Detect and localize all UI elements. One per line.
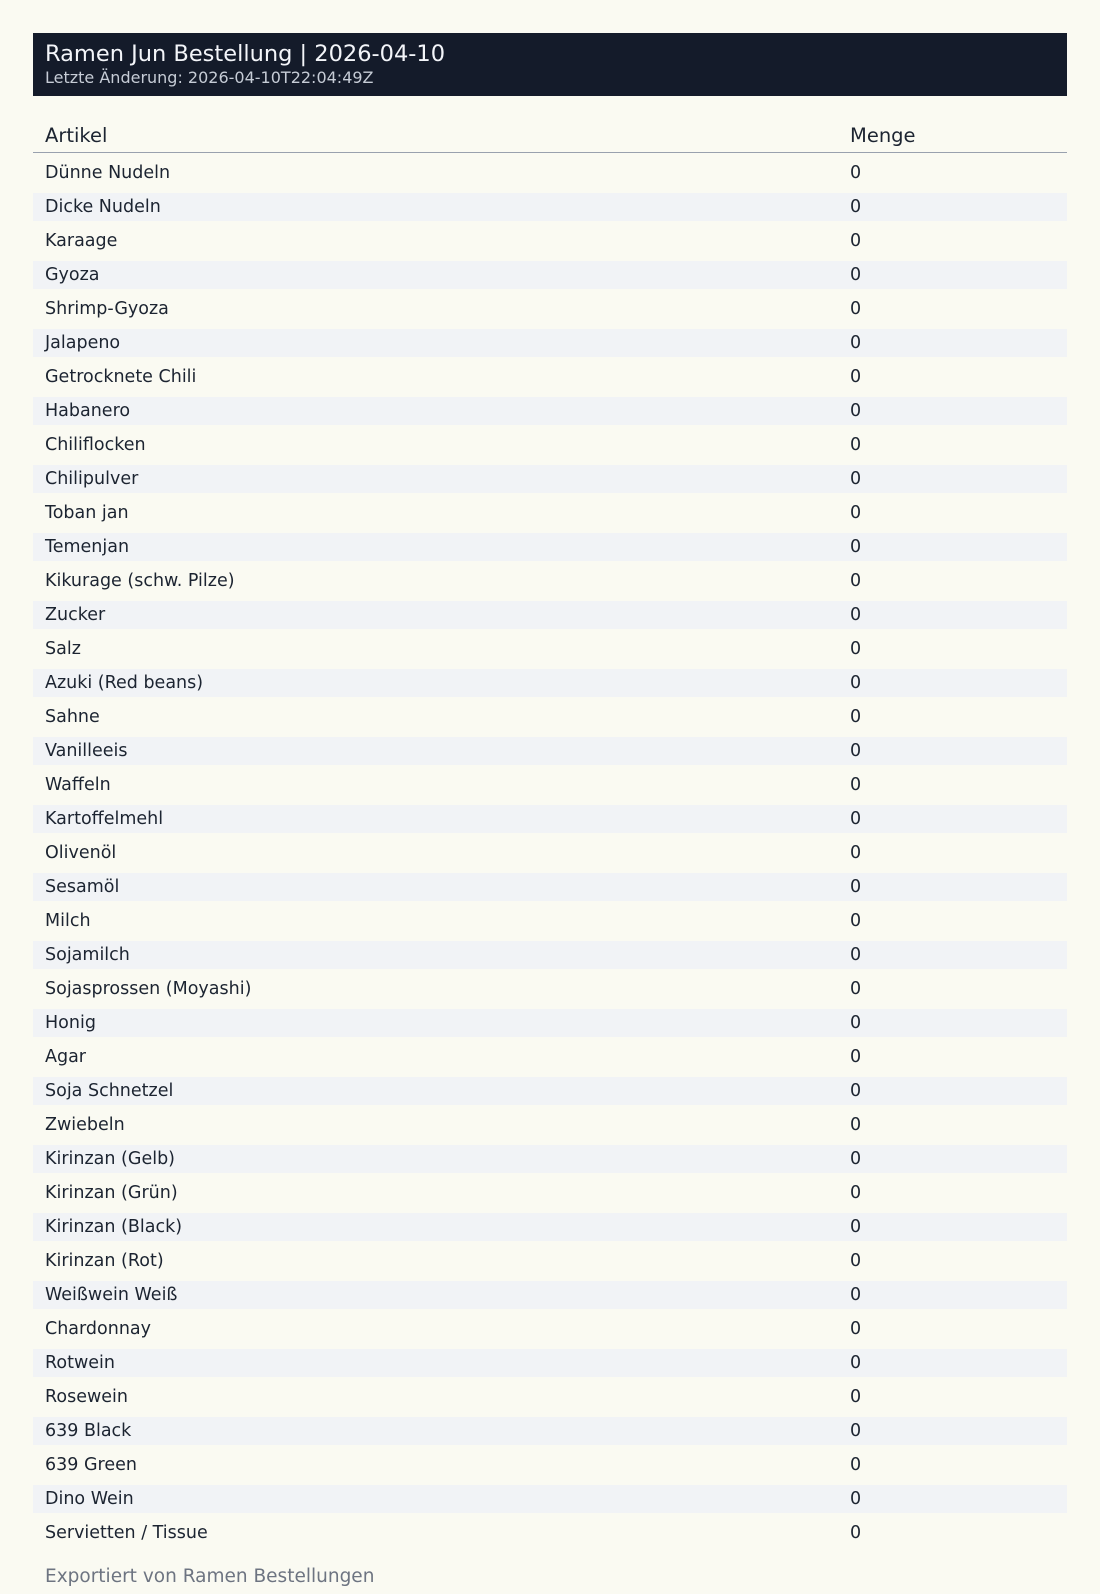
table-row — [33, 839, 1067, 867]
item-quantity-cell: 0 — [850, 163, 862, 183]
table-row — [33, 601, 1067, 629]
item-quantity-cell: 0 — [838, 1349, 1067, 1377]
item-name-cell: Weißwein Weiß — [33, 1281, 838, 1309]
table-row — [33, 1077, 1067, 1105]
item-name-cell: Vanilleeis — [33, 737, 838, 765]
item-name-cell: Temenjan — [33, 533, 838, 561]
table-row — [33, 737, 1067, 765]
item-quantity-cell: 0 — [838, 737, 1067, 765]
table-row — [33, 1213, 1067, 1241]
item-quantity-cell: 0 — [838, 261, 1067, 289]
item-name-cell: Chiliflocken — [45, 435, 146, 455]
table-row — [33, 397, 1067, 425]
item-name-cell: Gyoza — [33, 261, 838, 289]
table-row — [33, 567, 1067, 595]
report-title: Ramen Jun Bestellung | 2026-04-10 — [45, 41, 446, 67]
item-quantity-cell: 0 — [850, 299, 862, 319]
item-quantity-cell: 0 — [850, 1455, 862, 1475]
item-name-cell: Kirinzan (Rot) — [45, 1251, 164, 1271]
item-quantity-cell: 0 — [838, 1077, 1067, 1105]
item-name-cell: Dino Wein — [33, 1485, 838, 1513]
last-modified-timestamp: Letzte Änderung: 2026-04-10T22:04:49Z — [45, 68, 374, 87]
table-row — [33, 873, 1067, 901]
table-row — [33, 703, 1067, 731]
item-name-cell: Milch — [45, 911, 91, 931]
item-quantity-cell: 0 — [850, 1115, 862, 1135]
item-name-cell: Kartoffelmehl — [33, 805, 838, 833]
report-header-bar — [33, 33, 1067, 96]
item-quantity-cell: 0 — [838, 873, 1067, 901]
item-name-cell: Kirinzan (Gelb) — [33, 1145, 838, 1173]
table-row — [33, 941, 1067, 969]
item-name-cell: Zwiebeln — [45, 1115, 125, 1135]
item-quantity-cell: 0 — [838, 193, 1067, 221]
item-quantity-cell: 0 — [838, 1145, 1067, 1173]
item-name-cell: Salz — [45, 639, 81, 659]
table-row — [33, 499, 1067, 527]
table-row — [33, 261, 1067, 289]
item-quantity-cell: 0 — [838, 465, 1067, 493]
item-quantity-cell: 0 — [850, 367, 862, 387]
table-row — [33, 1247, 1067, 1275]
table-row — [33, 159, 1067, 187]
item-name-cell: Honig — [33, 1009, 838, 1037]
item-quantity-cell: 0 — [838, 533, 1067, 561]
item-quantity-cell: 0 — [850, 1047, 862, 1067]
item-quantity-cell: 0 — [850, 571, 862, 591]
item-quantity-cell: 0 — [850, 435, 862, 455]
column-header-menge: Menge — [838, 122, 1067, 153]
table-body — [33, 159, 1067, 1547]
item-name-cell: Rosewein — [45, 1387, 128, 1407]
item-quantity-cell: 0 — [850, 503, 862, 523]
item-name-cell: Karaage — [45, 231, 118, 251]
item-name-cell: 639 Green — [45, 1455, 137, 1475]
table-row — [33, 975, 1067, 1003]
item-name-cell: Habanero — [33, 397, 838, 425]
item-name-cell: Kirinzan (Grün) — [45, 1183, 178, 1203]
table-row — [33, 1145, 1067, 1173]
item-name-cell: Dicke Nudeln — [33, 193, 838, 221]
table-row — [33, 295, 1067, 323]
item-quantity-cell: 0 — [850, 1319, 862, 1339]
item-name-cell: Servietten / Tissue — [45, 1523, 208, 1543]
table-row — [33, 1519, 1067, 1547]
item-quantity-cell: 0 — [850, 639, 862, 659]
item-quantity-cell: 0 — [850, 775, 862, 795]
item-name-cell: Waffeln — [45, 775, 111, 795]
table-row — [33, 907, 1067, 935]
item-name-cell: Chardonnay — [45, 1319, 151, 1339]
table-row — [33, 329, 1067, 357]
table-row — [33, 669, 1067, 697]
item-quantity-cell: 0 — [850, 231, 862, 251]
item-quantity-cell: 0 — [850, 1523, 862, 1543]
item-quantity-cell: 0 — [850, 979, 862, 999]
table-row — [33, 363, 1067, 391]
item-name-cell: Agar — [45, 1047, 86, 1067]
table-row — [33, 771, 1067, 799]
item-name-cell: Kikurage (schw. Pilze) — [45, 571, 235, 591]
table-row — [33, 465, 1067, 493]
item-quantity-cell: 0 — [850, 707, 862, 727]
table-row — [33, 431, 1067, 459]
table-row — [33, 1315, 1067, 1343]
item-quantity-cell: 0 — [850, 843, 862, 863]
item-quantity-cell: 0 — [838, 329, 1067, 357]
table-row — [33, 1451, 1067, 1479]
table-row — [33, 533, 1067, 561]
item-name-cell: Kirinzan (Black) — [33, 1213, 838, 1241]
item-name-cell: Sojamilch — [33, 941, 838, 969]
table-row — [33, 193, 1067, 221]
table-row — [33, 1417, 1067, 1445]
item-quantity-cell: 0 — [850, 1251, 862, 1271]
column-header-artikel: Artikel — [33, 122, 838, 153]
item-quantity-cell: 0 — [838, 1417, 1067, 1445]
item-quantity-cell: 0 — [838, 1485, 1067, 1513]
item-name-cell: Olivenöl — [45, 843, 117, 863]
item-name-cell: Jalapeno — [33, 329, 838, 357]
table-row — [33, 1349, 1067, 1377]
item-quantity-cell: 0 — [838, 601, 1067, 629]
table-row — [33, 1383, 1067, 1411]
table-row — [33, 1009, 1067, 1037]
item-quantity-cell: 0 — [838, 805, 1067, 833]
export-footer: Exportiert von Ramen Bestellungen — [45, 1566, 375, 1587]
item-quantity-cell: 0 — [838, 397, 1067, 425]
item-name-cell: Sahne — [45, 707, 100, 727]
item-quantity-cell: 0 — [850, 911, 862, 931]
table-row — [33, 1179, 1067, 1207]
item-name-cell: Sesamöl — [33, 873, 838, 901]
item-name-cell: Shrimp-Gyoza — [45, 299, 169, 319]
table-row — [33, 1043, 1067, 1071]
item-quantity-cell: 0 — [838, 669, 1067, 697]
table-header-row — [33, 122, 1067, 153]
item-quantity-cell: 0 — [838, 1213, 1067, 1241]
item-name-cell: Toban jan — [45, 503, 129, 523]
table-row — [33, 805, 1067, 833]
item-quantity-cell: 0 — [838, 1281, 1067, 1309]
item-name-cell: Soja Schnetzel — [33, 1077, 838, 1105]
table-row — [33, 227, 1067, 255]
item-name-cell: Dünne Nudeln — [45, 163, 171, 183]
table-row — [33, 1281, 1067, 1309]
table-row — [33, 1485, 1067, 1513]
item-name-cell: Azuki (Red beans) — [33, 669, 838, 697]
item-quantity-cell: 0 — [838, 941, 1067, 969]
item-name-cell: 639 Black — [33, 1417, 838, 1445]
item-name-cell: Rotwein — [33, 1349, 838, 1377]
item-name-cell: Sojasprossen (Moyashi) — [45, 979, 252, 999]
order-table — [33, 116, 1067, 1553]
table-row — [33, 635, 1067, 663]
item-quantity-cell: 0 — [850, 1387, 862, 1407]
item-quantity-cell: 0 — [850, 1183, 862, 1203]
item-name-cell: Getrocknete Chili — [45, 367, 197, 387]
item-name-cell: Chilipulver — [33, 465, 838, 493]
item-name-cell: Zucker — [33, 601, 838, 629]
item-quantity-cell: 0 — [838, 1009, 1067, 1037]
table-row — [33, 1111, 1067, 1139]
